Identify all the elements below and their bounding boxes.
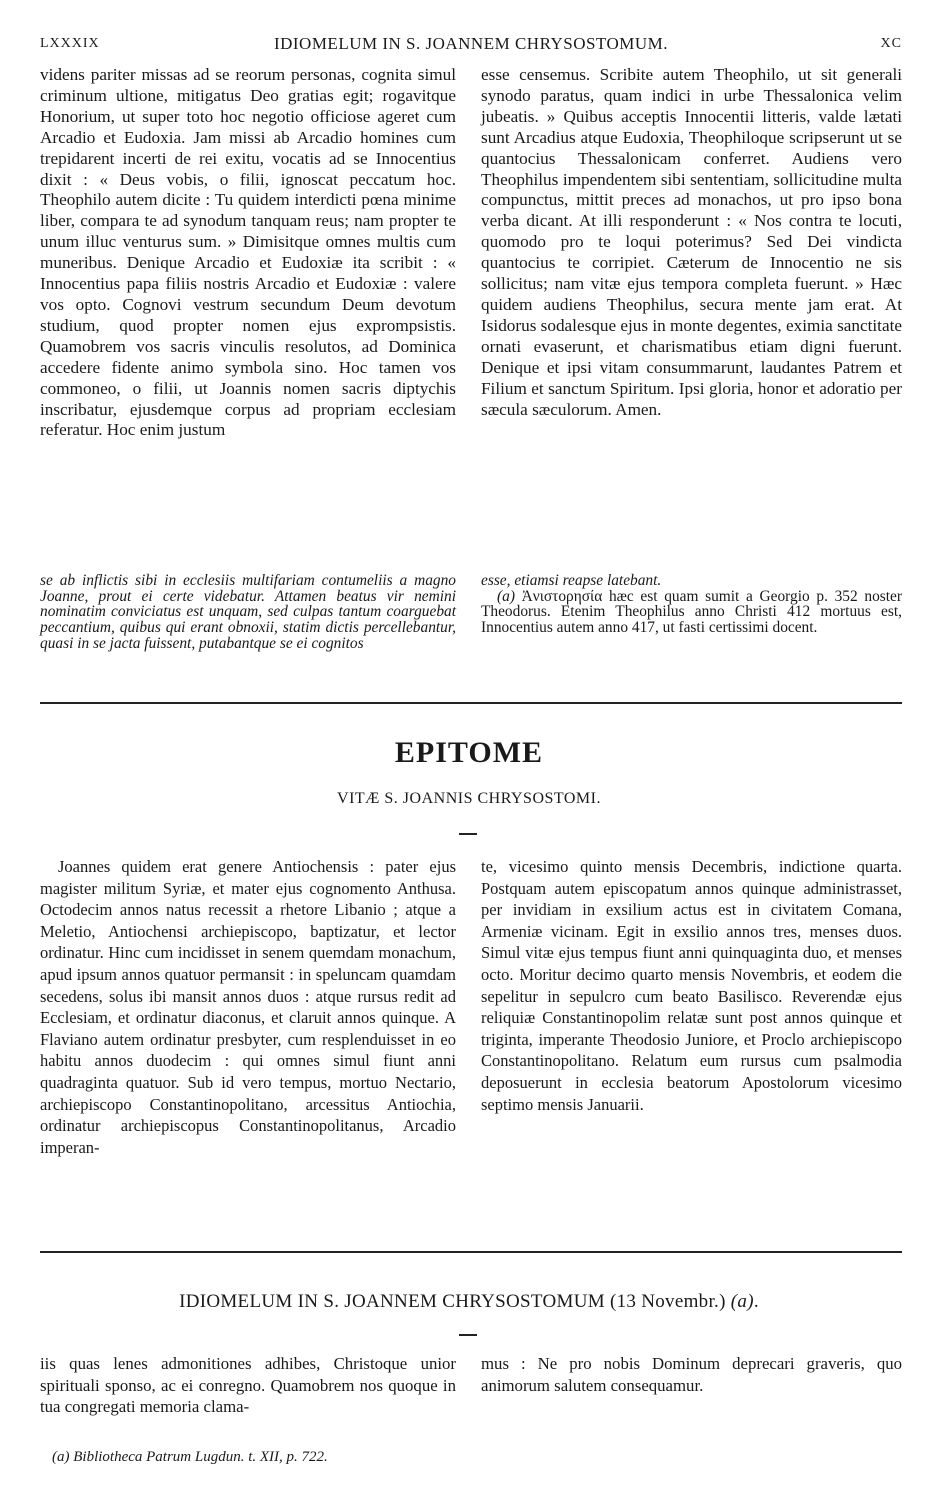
footnote: (a) Bibliotheca Patrum Lugdun. t. XII, p. 722. bbox=[52, 1449, 328, 1465]
epitome-left-text: Joannes quidem erat genere Antiochensis : pater ejus magister militum Syriæ, et mater ejus cognomento Anthusa. Octodecim annos natus recessit a rhetore Libanio ; atque a Meletio, Antiochensi archiepiscopo, baptizatur, et lector ordinatur. Hinc cum incidisset in senem quemdam monachum, apud ipsum annos quatuor permansit : in speluncam quamdam secedens, solus ibi mansit annos duos : atque rursus redit ad Ecclesiam, et ordinatur diaconus, et claruit annos quinque. A Flaviano autem ordinatur presbyter, cum resplenduisset in eo habitu annos duodecim : qui omnes simul fiunt anni quadraginta quatuor. Sub id vero tempus, mortuo Nectario, archiepiscopo Constantinopolitano, arcessitus Antiochia, ordinatur archiepiscopus Constantinopolitanus, Arcadio imperan- bbox=[40, 857, 456, 1157]
section-rule-2 bbox=[40, 1251, 902, 1253]
epitome-dash bbox=[459, 833, 477, 835]
note-left-text: se ab inflictis sibi in ecclesiis multifariam contumeliis a magno Joanne, prout ei certe videbatur. Attamen beatus vir nemini nominatim conviciatus est unquam, sed culpas tantum coarguebat peccantium, quibus qui erant obnoxii, statim dictis percellebantur, quasi in se jacta fuissent, putabantque se ei cognitos bbox=[40, 572, 456, 652]
left-page-number: LXXXIX bbox=[40, 36, 100, 51]
section-rule-1 bbox=[40, 702, 902, 704]
idiomelum-left-text: iis quas lenes admonitiones adhibes, Christoque unior spirituali sponso, ac ei conregno. Quamobrem nos quoque in tua congregati memoria clama- bbox=[40, 1354, 456, 1417]
idiomelum-title-marker: (a) bbox=[730, 1291, 754, 1312]
epitome-subtitle: VITÆ S. JOANNIS CHRYSOSTOMI. bbox=[337, 790, 601, 807]
idiomelum-title bbox=[0, 1291, 938, 1313]
top-left-text: videns pariter missas ad se reorum personas, cognita simul criminum ultione, mitigatus Deo gratias egit; rogavitque Honorium, ut super toto hoc negotio officiose ageret cum Arcadio et Eudoxia. Jam missi ab Arcadio homines cum trepidarent incerti de rei exitu, vocatis ad se Innocentius dixit : « Deus vobis, o filii, ignoscat peccatum hoc. Theophilo autem dicite : Tu quidem interdicti pœna minime liber, compara te ad synodum tanquam reus; nam propter te unum illuc venturus sum. » Dimisitque omnes multis cum muneribus. Denique Arcadio et Eudoxiæ ita scribit : « Innocentius papa filiis nostris Arcadio et Eudoxiæ : valere vos opto. Cognovi vestrum secundum Deum devotum studium, quod propter nomen ejus exprompsistis. Quamobrem vos sacris vinculis resolutos, ad Dominica accedere fidente animo symbola sino. Hoc tamen vos commoneo, o filii, ut Joannis nomen sacris diptychis inscribatur, ejusdemque corpus ad propriam ecclesiam referatur. Hoc enim justum bbox=[40, 65, 456, 440]
idiomelum-right-text: mus : Ne pro nobis Dominum deprecari graveris, quo animorum salutem consequamur. bbox=[481, 1354, 902, 1395]
note-right-text: Ἀνιστορησία hæc est quam sumit a Georgio p. 352 noster Theodorus. Etenim Theophilus anno Christi 412 mortuus est, Innocentius autem anno 417, ut fasti certissimi docent. bbox=[481, 587, 902, 637]
right-page-number: XC bbox=[880, 36, 902, 51]
top-left-column bbox=[40, 65, 456, 441]
idiomelum-title-text: IDIOMELUM IN S. JOANNEM CHRYSOSTOMUM (13 Novembr.) bbox=[179, 1291, 726, 1312]
idiomelum-left-column bbox=[40, 1353, 456, 1418]
epitome-left-column bbox=[40, 856, 456, 1158]
top-right-column bbox=[481, 65, 902, 420]
epitome-right-column bbox=[481, 856, 902, 1115]
note-right-para bbox=[481, 589, 902, 636]
note-right-first: esse, etiamsi reapse latebant. bbox=[481, 572, 662, 589]
idiomelum-title-end: . bbox=[753, 1291, 759, 1312]
running-head bbox=[40, 34, 902, 56]
idiomelum-dash bbox=[459, 1334, 477, 1336]
note-right-marker: (a) bbox=[497, 587, 515, 605]
epitome-title: EPITOME bbox=[394, 736, 544, 769]
notes-left-column bbox=[40, 573, 456, 652]
notes-right-column bbox=[481, 573, 902, 636]
top-right-text: esse censemus. Scribite autem Theophilo, ut sit generali synodo paratus, quam indici in urbe Thessalonica velim jubeatis. » Quibus acceptis Innocentii litteris, valde lætati sunt Arcadius atque Eudoxia, Theophiloque scripserunt ut se quantocius Thessalonicam conferret. Audiens vero Theophilus impendentem sibi sententiam, sollicitudine multa compunctus, mittit preces ad monachos, ut pro ipso bona verba dicant. At illi responderunt : « Nos contra te locuti, quomodo pro te loqui poterimus? Sed Dei vindicta quantocius te corripiet. Cæterum de Innocentio ne sis sollicitus; nam vitæ ejus tempora completa fuerunt. » Hæc quidem audiens Theophilus, secura mente jam erat. At Isidorus sodalesque ejus in monte degentes, eximia sanctitate ornati evaserunt, et charismatibus etiam digni fuerunt. Denique et ipsi vitam consummarunt, laudantes Patrem et Filium et sanctum Spiritum. Ipsi gloria, honor et adoratio per sæcula sæculorum. Amen. bbox=[481, 65, 902, 419]
idiomelum-right-column bbox=[481, 1353, 902, 1396]
epitome-right-text: te, vicesimo quinto mensis Decembris, indictione quarta. Postquam autem episcopatum annos quinque administrasset, per invidiam in exsilium actus est in civitatem Comana, Armeniæ vicinam. Egit in exsilio annos tres, menses duos. Simul vitæ ejus tempus fiunt anni quinquaginta duo, et menses octo. Moritur decimo quarto mensis Novembris, et eodem die sepelitur in sepulcro cum beato Basilisco. Reverendæ ejus reliquiæ Constantinopolim relatæ sunt post annos quinque et triginta, imperante Theodosio Juniore, et Proclo archiepiscopo Constantinopolitano. Relatum eum rursus cum psalmodia deposuerunt in ecclesia beatorum Apostolorum vicesimo septimo mensis Januarii. bbox=[481, 857, 902, 1114]
running-title: IDIOMELUM IN S. JOANNEM CHRYSOSTOMUM. bbox=[273, 34, 669, 53]
